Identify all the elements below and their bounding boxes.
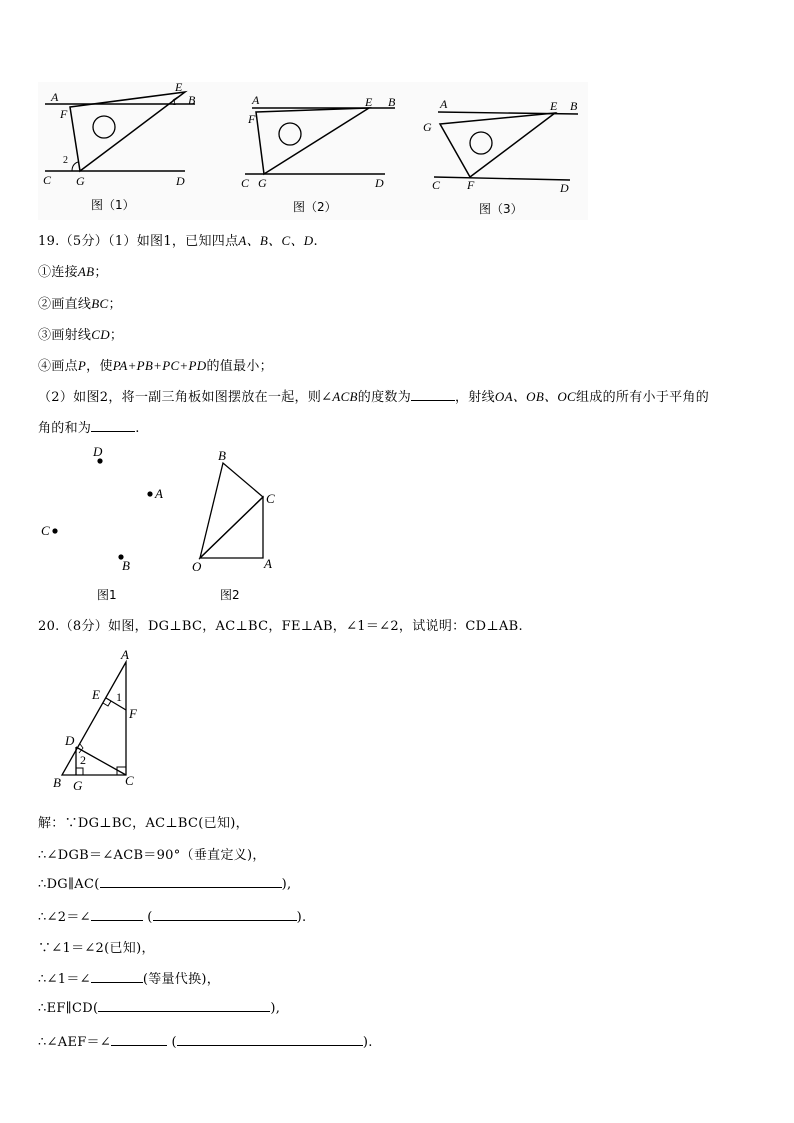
q20-solution-line-3: ∴DG∥AC( ), [38, 877, 292, 892]
fig3-label-b: B [570, 99, 578, 113]
q20-label-1: 1 [116, 690, 122, 704]
fig1-label-b: B [188, 93, 196, 107]
fig3-label-e: E [550, 99, 558, 113]
fig2-label-e: E [365, 95, 373, 109]
q19-fig2-caption: 图2 [220, 588, 240, 602]
fig1-caption: 图（1） [91, 198, 135, 212]
reason-blank-3[interactable] [98, 999, 270, 1012]
fig1-label-d: D [176, 174, 185, 188]
fig1-label-1: 1 [172, 97, 177, 107]
reason-blank-2[interactable] [153, 908, 297, 921]
reason-blank-4[interactable] [177, 1033, 363, 1046]
fig2-label-a: A [252, 93, 260, 107]
q20-solution-line-5: ∵∠1＝∠2(已知)， [38, 941, 155, 956]
fig1-label-f: F [60, 107, 68, 121]
fig2-label-b: B [388, 95, 396, 109]
fig1-label-2: 2 [63, 155, 68, 166]
q19-part2-line2: 角的和为 . [38, 421, 140, 436]
q20-label-c: C [125, 773, 134, 788]
fig2-label-c: C [241, 176, 250, 190]
angle-blank-3[interactable] [111, 1033, 167, 1046]
fig3-caption: 图（3） [479, 202, 523, 216]
q20-label-e: E [92, 687, 100, 702]
q19-fig2-label-a: A [264, 556, 272, 571]
fig3-label-g: G [423, 120, 432, 134]
q20-label-g: G [73, 778, 83, 793]
fig1-label-c: C [43, 173, 52, 187]
q19-point-c-label: C [41, 523, 50, 538]
q20-label-2: 2 [80, 753, 86, 767]
fig2-label-d: D [375, 176, 384, 190]
q19-fig1-caption: 图1 [97, 588, 117, 602]
q20-solution-line-2: ∴∠DGB＝∠ACB＝90°（垂直定义)， [38, 848, 266, 863]
q20-label-d: D [65, 733, 75, 748]
q19-part2: （2）如图2，将一副三角板如图摆放在一起，则∠ACB的度数为 ，射线OA、OB、OC组成的所有小于平角的 [38, 389, 710, 405]
q20-solution-line-6: ∴∠1＝∠ (等量代换)， [38, 972, 221, 987]
q19-point-d-label: D [93, 444, 103, 459]
fig1-label-a: A [51, 90, 59, 104]
angle-blank-2[interactable] [91, 970, 143, 983]
q19-item-1: ①连接AB； [38, 264, 108, 280]
q19-item-3: ③画射线CD； [38, 327, 124, 343]
q20-label-a: A [121, 647, 129, 662]
fig2-label-f: F [248, 112, 256, 126]
q20-stem: 20.（8分）如图，DG⊥BC，AC⊥BC，FE⊥AB，∠1＝∠2，试说明：CD⊥AB. [38, 619, 523, 634]
q19-item-2: ②画直线BC； [38, 296, 122, 312]
fig3-label-d: D [560, 181, 569, 195]
q20-solution-line-4: ∴∠2＝∠ ( ). [38, 910, 307, 925]
fig3-label-a: A [440, 97, 448, 111]
fig2-label-g: G [258, 176, 267, 190]
q20-label-b: B [53, 775, 61, 790]
q20-solution-line-8: ∴∠AEF＝∠ ( ). [38, 1035, 373, 1050]
q19-fig2-label-o: O [192, 559, 202, 574]
q19-point-a-label: A [155, 486, 163, 501]
q19-fig2-label-b: B [218, 448, 226, 463]
fig1-label-g: G [76, 174, 85, 188]
reason-blank-1[interactable] [100, 875, 282, 888]
fig2-caption: 图（2） [293, 200, 337, 214]
fig3-label-f: F [467, 178, 475, 192]
q19-point-b-label: B [122, 558, 130, 573]
q20-solution-line-7: ∴EF∥CD( ), [38, 1001, 281, 1016]
q20-solution-line-1: 解：∵DG⊥BC，AC⊥BC(已知)， [38, 816, 249, 831]
q19-stem: 19.（5分）（1）如图1，已知四点A、B、C、D. [38, 233, 318, 249]
fig1-label-e: E [175, 80, 183, 94]
q19-item-4: ④画点P，使PA+PB+PC+PD的值最小； [38, 358, 273, 374]
angle-blank-1[interactable] [91, 908, 143, 921]
fig3-label-c: C [432, 178, 441, 192]
q20-label-f: F [129, 706, 137, 721]
q19-fig2-label-c: C [266, 491, 275, 506]
